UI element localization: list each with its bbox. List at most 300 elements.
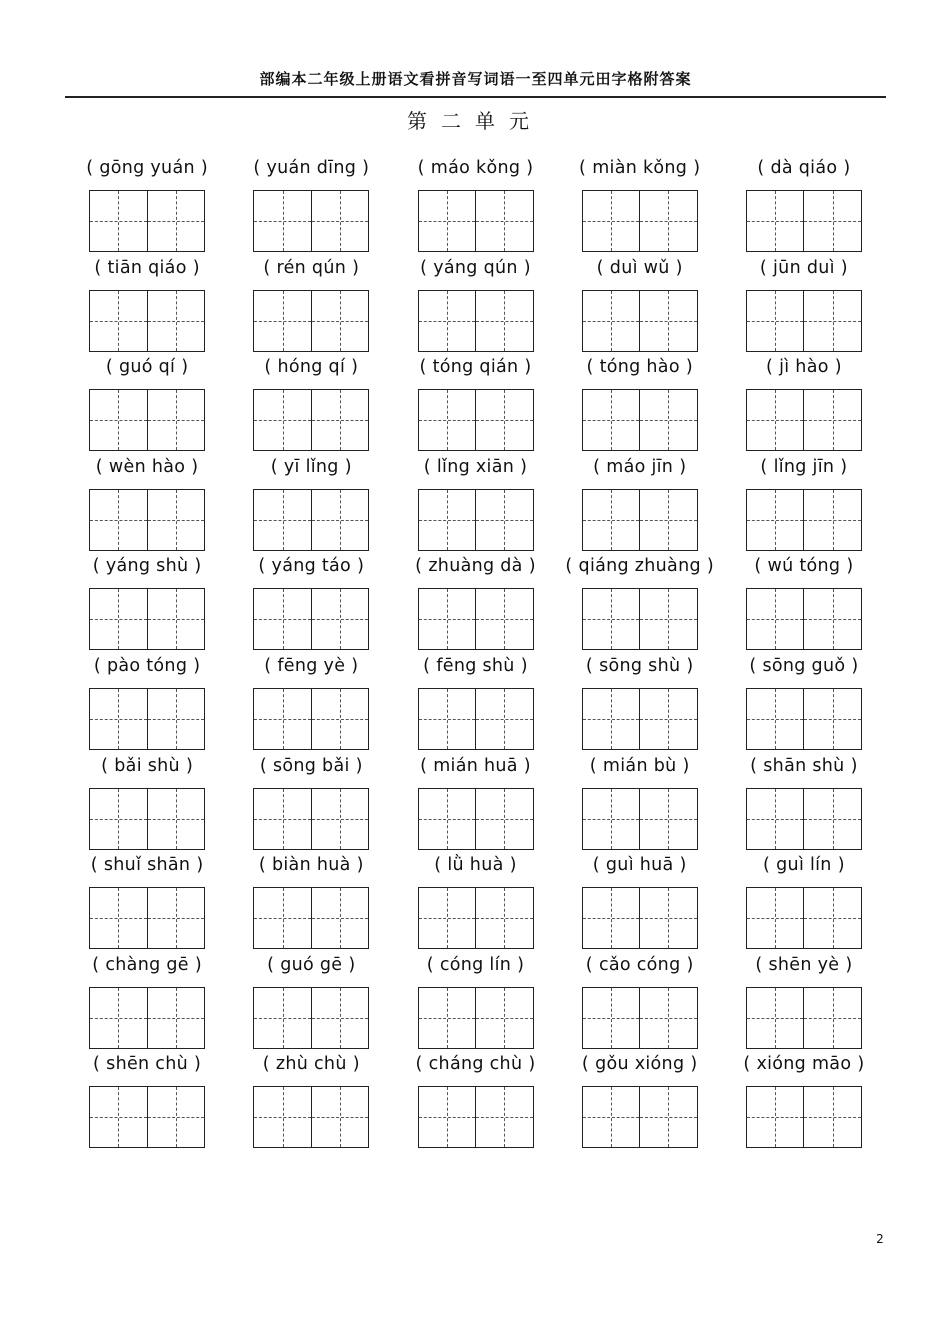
pinyin-text: guó qí: [118, 357, 176, 378]
character-square[interactable]: [747, 490, 804, 550]
open-paren: (: [253, 158, 261, 178]
close-paren: ): [194, 1054, 202, 1075]
pinyin-entry: [393, 158, 557, 178]
character-square[interactable]: [147, 191, 205, 251]
close-paren: ): [194, 954, 202, 975]
character-square[interactable]: [639, 789, 697, 849]
character-square[interactable]: [747, 888, 804, 948]
character-square[interactable]: [475, 988, 533, 1048]
open-paren: (: [101, 755, 109, 776]
pinyin-text: mián bù: [602, 755, 677, 776]
tian-zi-ge-box[interactable]: [253, 190, 369, 252]
character-square[interactable]: [90, 988, 147, 1048]
character-square[interactable]: [475, 789, 533, 849]
character-square[interactable]: [90, 490, 147, 550]
character-square[interactable]: [311, 1087, 369, 1147]
pinyin-text: yáng táo: [271, 556, 352, 577]
character-square[interactable]: [639, 589, 697, 649]
open-paren: (: [93, 655, 101, 676]
open-paren: (: [267, 954, 275, 975]
tian-zi-ge-box[interactable]: [746, 887, 862, 949]
character-square[interactable]: [747, 988, 804, 1048]
character-square[interactable]: [254, 789, 311, 849]
tian-zi-ge-box[interactable]: [746, 788, 862, 850]
character-square[interactable]: [747, 789, 804, 849]
tian-zi-ge-box[interactable]: [253, 290, 369, 352]
pinyin-row: [65, 548, 886, 584]
character-square[interactable]: [583, 191, 640, 251]
close-paren: ): [693, 158, 701, 178]
pinyin-entry: [558, 1054, 722, 1074]
close-paren: ): [840, 456, 848, 477]
character-square[interactable]: [803, 191, 861, 251]
character-square[interactable]: [311, 589, 369, 649]
tian-zi-ge-box[interactable]: [582, 887, 698, 949]
tian-zi-ge-box[interactable]: [89, 588, 205, 650]
pinyin-entry: [722, 258, 886, 278]
character-square[interactable]: [475, 191, 533, 251]
worksheet-row: [65, 1046, 886, 1146]
character-square[interactable]: [311, 689, 369, 749]
character-square[interactable]: [419, 191, 476, 251]
tian-zi-ge-box[interactable]: [253, 987, 369, 1049]
close-paren: ): [834, 357, 842, 378]
open-paren: (: [105, 357, 113, 378]
pinyin-text: gōng yuán: [99, 158, 195, 178]
pinyin-text: yáng qún: [433, 257, 518, 278]
pinyin-text: guó gē: [280, 954, 343, 975]
open-paren: (: [565, 556, 573, 577]
character-square[interactable]: [419, 490, 476, 550]
character-square[interactable]: [583, 291, 640, 351]
close-paren: ): [351, 655, 359, 676]
tian-grid-row: [65, 186, 886, 252]
character-square[interactable]: [639, 888, 697, 948]
open-paren: (: [92, 556, 100, 577]
worksheet-row: [65, 150, 886, 250]
pinyin-text: bǎi shù: [114, 755, 180, 776]
character-square[interactable]: [147, 1087, 205, 1147]
tian-zi-ge-box[interactable]: [89, 887, 205, 949]
character-square[interactable]: [639, 988, 697, 1048]
character-square[interactable]: [254, 490, 311, 550]
close-paren: ): [362, 158, 370, 178]
close-paren: ): [356, 855, 364, 876]
open-paren: (: [420, 755, 428, 776]
pinyin-text: zhuàng dà: [428, 556, 523, 577]
tian-zi-ge-box[interactable]: [418, 887, 534, 949]
tian-zi-ge-box[interactable]: [89, 788, 205, 850]
character-square[interactable]: [583, 390, 640, 450]
pinyin-text: qiáng zhuàng: [578, 556, 701, 577]
pinyin-entry: [65, 556, 229, 576]
pinyin-text: rén qún: [276, 257, 347, 278]
character-square[interactable]: [583, 888, 640, 948]
character-square[interactable]: [311, 988, 369, 1048]
character-square[interactable]: [475, 390, 533, 450]
character-square[interactable]: [803, 589, 861, 649]
open-paren: (: [423, 456, 431, 477]
pinyin-row: [65, 947, 886, 983]
open-paren: (: [749, 655, 757, 676]
close-paren: ): [686, 954, 694, 975]
tian-zi-ge-box[interactable]: [89, 489, 205, 551]
character-square[interactable]: [254, 888, 311, 948]
open-paren: (: [94, 257, 102, 278]
character-square[interactable]: [803, 490, 861, 550]
character-square[interactable]: [803, 390, 861, 450]
pinyin-text: duì wǔ: [609, 257, 670, 278]
pinyin-entry: [722, 656, 886, 676]
pinyin-text: chàng gē: [105, 954, 189, 975]
pinyin-text: jūn duì: [773, 257, 835, 278]
character-square[interactable]: [419, 291, 476, 351]
pinyin-entry: [393, 357, 557, 377]
character-square[interactable]: [583, 589, 640, 649]
character-square[interactable]: [583, 1087, 640, 1147]
tian-zi-ge-box[interactable]: [89, 1086, 205, 1148]
close-paren: ): [351, 357, 359, 378]
character-square[interactable]: [583, 988, 640, 1048]
pinyin-row: [65, 648, 886, 684]
character-square[interactable]: [419, 789, 476, 849]
character-square[interactable]: [475, 888, 533, 948]
character-square[interactable]: [147, 390, 205, 450]
pinyin-text: shēn chù: [106, 1054, 189, 1075]
character-square[interactable]: [475, 1087, 533, 1147]
open-paren: (: [270, 456, 278, 477]
character-square[interactable]: [639, 191, 697, 251]
pinyin-text: lǐng xiān: [436, 456, 515, 477]
pinyin-text: jì hào: [779, 357, 829, 378]
pinyin-text: tiān qiáo: [107, 257, 187, 278]
tian-zi-ge-box[interactable]: [582, 987, 698, 1049]
tian-zi-ge-box[interactable]: [253, 389, 369, 451]
close-paren: ): [682, 755, 690, 776]
character-square[interactable]: [747, 1087, 804, 1147]
character-square[interactable]: [803, 291, 861, 351]
character-square[interactable]: [639, 1087, 697, 1147]
close-paren: ): [679, 456, 687, 477]
tian-zi-ge-box[interactable]: [582, 190, 698, 252]
tian-zi-ge-box[interactable]: [746, 489, 862, 551]
tian-zi-ge-box[interactable]: [89, 389, 205, 451]
tian-zi-ge-box[interactable]: [418, 190, 534, 252]
open-paren: (: [415, 556, 423, 577]
open-paren: (: [264, 655, 272, 676]
open-paren: (: [579, 158, 587, 178]
worksheet-row: [65, 648, 886, 748]
open-paren: (: [259, 755, 267, 776]
close-paren: ): [355, 755, 363, 776]
character-square[interactable]: [90, 191, 147, 251]
pinyin-entry: [65, 855, 229, 875]
character-square[interactable]: [639, 291, 697, 351]
tian-zi-ge-box[interactable]: [89, 290, 205, 352]
character-square[interactable]: [254, 988, 311, 1048]
pinyin-text: lǜ huà: [447, 855, 504, 876]
tian-zi-ge-box[interactable]: [582, 688, 698, 750]
character-square[interactable]: [475, 291, 533, 351]
pinyin-text: máo jīn: [606, 456, 674, 477]
pinyin-text: zhù chù: [275, 1054, 347, 1075]
character-square[interactable]: [747, 589, 804, 649]
pinyin-entry: [65, 955, 229, 975]
pinyin-entry: [229, 1054, 393, 1074]
tian-grid-row: [65, 1082, 886, 1148]
character-square[interactable]: [747, 291, 804, 351]
open-paren: (: [434, 855, 442, 876]
pinyin-entry: [722, 457, 886, 477]
character-square[interactable]: [419, 888, 476, 948]
tian-grid-row: [65, 784, 886, 850]
close-paren: ): [191, 456, 199, 477]
character-square[interactable]: [311, 291, 369, 351]
character-square[interactable]: [254, 1087, 311, 1147]
open-paren: (: [757, 158, 765, 178]
tian-zi-ge-box[interactable]: [746, 290, 862, 352]
character-square[interactable]: [419, 1087, 476, 1147]
close-paren: ): [851, 655, 859, 676]
tian-zi-ge-box[interactable]: [418, 389, 534, 451]
character-square[interactable]: [90, 789, 147, 849]
open-paren: (: [95, 456, 103, 477]
worksheet-row: [65, 349, 886, 449]
close-paren: ): [528, 556, 536, 577]
tian-zi-ge-box[interactable]: [582, 1086, 698, 1148]
pinyin-text: biàn huà: [271, 855, 351, 876]
tian-zi-ge-box[interactable]: [746, 389, 862, 451]
tian-zi-ge-box[interactable]: [253, 688, 369, 750]
character-square[interactable]: [147, 789, 205, 849]
pinyin-text: hóng qí: [277, 357, 346, 378]
close-paren: ): [352, 257, 360, 278]
character-square[interactable]: [254, 390, 311, 450]
pinyin-text: guì lín: [776, 855, 832, 876]
character-square[interactable]: [147, 490, 205, 550]
pinyin-text: shān shù: [763, 755, 845, 776]
open-paren: (: [589, 755, 597, 776]
pinyin-entry: [558, 258, 722, 278]
close-paren: ): [523, 755, 531, 776]
open-paren: (: [417, 158, 425, 178]
pinyin-entry: [229, 656, 393, 676]
tian-zi-ge-box[interactable]: [582, 788, 698, 850]
pinyin-entry: [558, 158, 722, 178]
close-paren: ): [517, 954, 525, 975]
character-square[interactable]: [583, 789, 640, 849]
open-paren: (: [258, 556, 266, 577]
character-square[interactable]: [639, 490, 697, 550]
character-square[interactable]: [475, 689, 533, 749]
character-square[interactable]: [311, 888, 369, 948]
open-paren: (: [581, 1054, 590, 1075]
tian-zi-ge-box[interactable]: [418, 788, 534, 850]
character-square[interactable]: [747, 689, 804, 749]
close-paren: ): [837, 855, 845, 876]
open-paren: (: [426, 954, 434, 975]
tian-zi-ge-box[interactable]: [418, 489, 534, 551]
close-paren: ): [357, 556, 365, 577]
character-square[interactable]: [311, 789, 369, 849]
pinyin-entry: [65, 457, 229, 477]
pinyin-entry: [722, 855, 886, 875]
pinyin-text: shuǐ shān: [103, 855, 191, 876]
character-square[interactable]: [419, 589, 476, 649]
pinyin-entry: [558, 457, 722, 477]
character-square[interactable]: [803, 1087, 861, 1147]
pinyin-text: yáng shù: [105, 556, 189, 577]
character-square[interactable]: [803, 888, 861, 948]
close-paren: ): [520, 456, 528, 477]
character-square[interactable]: [147, 888, 205, 948]
pinyin-text: gǒu xióng: [595, 1054, 685, 1075]
open-paren: (: [262, 1054, 270, 1075]
character-square[interactable]: [147, 589, 205, 649]
pinyin-entry: [229, 258, 393, 278]
character-square[interactable]: [90, 1087, 147, 1147]
close-paren: ): [344, 456, 352, 477]
character-square[interactable]: [90, 390, 147, 450]
close-paren: ): [685, 357, 693, 378]
tian-zi-ge-box[interactable]: [746, 688, 862, 750]
worksheet-row: [65, 548, 886, 648]
character-square[interactable]: [803, 988, 861, 1048]
pinyin-text: fēng yè: [277, 655, 346, 676]
pinyin-entry: [722, 955, 886, 975]
character-square[interactable]: [147, 689, 205, 749]
worksheet-row: [65, 947, 886, 1047]
pinyin-text: sōng shù: [599, 655, 681, 676]
pinyin-text: yī lǐng: [283, 456, 339, 477]
character-square[interactable]: [254, 689, 311, 749]
open-paren: (: [258, 855, 266, 876]
open-paren: (: [585, 655, 594, 676]
close-paren: ): [192, 257, 200, 278]
pinyin-text: lǐng jīn: [773, 456, 835, 477]
character-square[interactable]: [311, 390, 369, 450]
tian-zi-ge-box[interactable]: [89, 987, 205, 1049]
character-square[interactable]: [639, 390, 697, 450]
tian-zi-ge-box[interactable]: [418, 290, 534, 352]
character-square[interactable]: [803, 789, 861, 849]
tian-zi-ge-box[interactable]: [582, 489, 698, 551]
character-square[interactable]: [254, 589, 311, 649]
tian-zi-ge-box[interactable]: [253, 788, 369, 850]
pinyin-entry: [722, 756, 886, 776]
tian-grid-row: [65, 983, 886, 1049]
pinyin-entry: [65, 258, 229, 278]
character-square[interactable]: [90, 589, 147, 649]
close-paren: ): [196, 855, 204, 876]
close-paren: ): [528, 1054, 536, 1075]
pinyin-entry: [229, 955, 393, 975]
tian-zi-ge-box[interactable]: [89, 688, 205, 750]
pinyin-entry: [393, 556, 557, 576]
character-square[interactable]: [747, 191, 804, 251]
open-paren: (: [765, 357, 774, 378]
pinyin-text: cóng lín: [439, 954, 512, 975]
close-paren: ): [845, 954, 853, 975]
pinyin-entry: [393, 756, 557, 776]
open-paren: (: [759, 257, 768, 278]
tian-zi-ge-box[interactable]: [746, 190, 862, 252]
tian-zi-ge-box[interactable]: [582, 389, 698, 451]
open-paren: (: [263, 257, 271, 278]
character-square[interactable]: [419, 390, 476, 450]
character-square[interactable]: [147, 291, 205, 351]
character-square[interactable]: [639, 689, 697, 749]
character-square[interactable]: [419, 988, 476, 1048]
tian-zi-ge-box[interactable]: [746, 1086, 862, 1148]
character-square[interactable]: [147, 988, 205, 1048]
close-paren: ): [524, 357, 532, 378]
close-paren: ): [348, 954, 356, 975]
character-square[interactable]: [311, 191, 369, 251]
open-paren: (: [585, 954, 593, 975]
pinyin-entry: [65, 1054, 229, 1074]
tian-zi-ge-box[interactable]: [418, 1086, 534, 1148]
tian-zi-ge-box[interactable]: [253, 1086, 369, 1148]
character-square[interactable]: [583, 490, 640, 550]
pinyin-row: [65, 349, 886, 385]
open-paren: (: [420, 257, 428, 278]
pinyin-row: [65, 150, 886, 186]
pinyin-text: guì huā: [605, 855, 674, 876]
worksheet-row: [65, 748, 886, 848]
character-square[interactable]: [583, 689, 640, 749]
character-square[interactable]: [90, 291, 147, 351]
pinyin-text: wèn hào: [108, 456, 186, 477]
tian-zi-ge-box[interactable]: [253, 887, 369, 949]
tian-zi-ge-box[interactable]: [582, 588, 698, 650]
character-square[interactable]: [90, 689, 147, 749]
close-paren: ): [193, 655, 201, 676]
tian-zi-ge-box[interactable]: [418, 688, 534, 750]
close-paren: ): [679, 855, 687, 876]
pinyin-entry: [558, 357, 722, 377]
pinyin-text: shēn yè: [768, 954, 840, 975]
tian-zi-ge-box[interactable]: [582, 290, 698, 352]
open-paren: (: [763, 855, 771, 876]
character-square[interactable]: [254, 191, 311, 251]
tian-zi-ge-box[interactable]: [253, 489, 369, 551]
close-paren: ): [194, 556, 202, 577]
tian-zi-ge-box[interactable]: [253, 588, 369, 650]
close-paren: ): [523, 257, 531, 278]
open-paren: (: [415, 1054, 423, 1075]
pinyin-text: fēng shù: [436, 655, 515, 676]
pinyin-text: sōng guǒ: [762, 655, 846, 676]
worksheet-row: [65, 847, 886, 947]
tian-grid-row: [65, 584, 886, 650]
close-paren: ): [850, 755, 858, 776]
character-square[interactable]: [803, 689, 861, 749]
character-square[interactable]: [419, 689, 476, 749]
character-square[interactable]: [747, 390, 804, 450]
tian-zi-ge-box[interactable]: [418, 588, 534, 650]
character-square[interactable]: [311, 490, 369, 550]
tian-zi-ge-box[interactable]: [746, 987, 862, 1049]
tian-zi-ge-box[interactable]: [746, 588, 862, 650]
tian-zi-ge-box[interactable]: [418, 987, 534, 1049]
character-square[interactable]: [475, 490, 533, 550]
open-paren: (: [760, 456, 768, 477]
tian-zi-ge-box[interactable]: [89, 190, 205, 252]
character-square[interactable]: [475, 589, 533, 649]
character-square[interactable]: [90, 888, 147, 948]
character-square[interactable]: [254, 291, 311, 351]
